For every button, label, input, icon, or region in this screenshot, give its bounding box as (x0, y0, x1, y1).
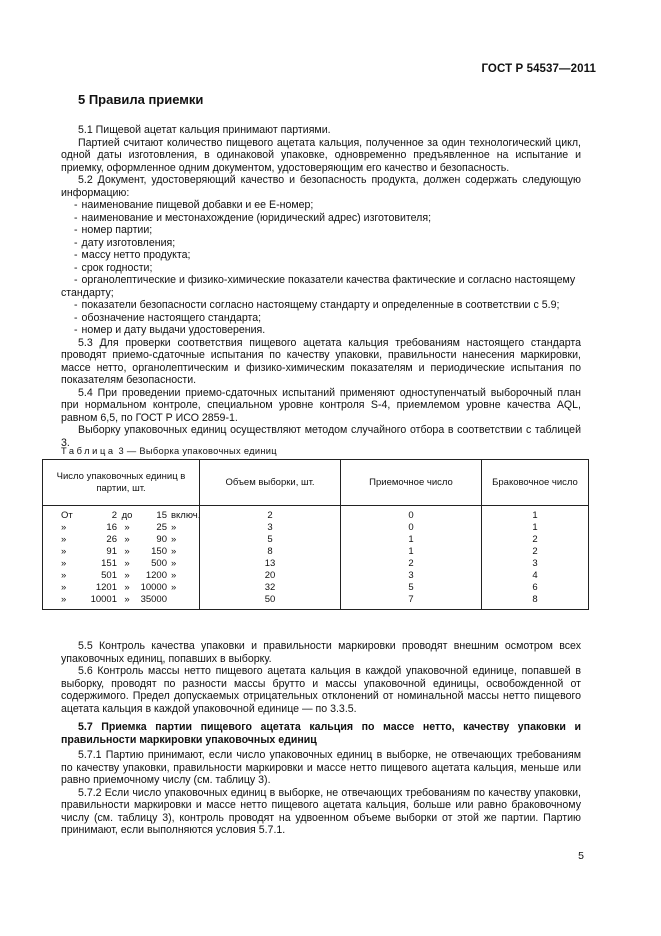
cell-batch-range: » 10001 » 35000 (43, 594, 200, 610)
section-title: 5 Правила приемки (78, 92, 204, 107)
table-row (43, 546, 589, 558)
list-item: - номер и дату выдачи удостоверения. (74, 324, 266, 336)
paragraph-5-7-1: 5.7.1 Партию принимают, если число упаковочных единиц в выборке, не отвечающих требованиям по качеству упаковки, правильности маркировки и массе нетто пищевого ацетата кальция, меньше или равно приемочному числу (см. таблицу 3). (61, 749, 581, 786)
paragraph-5-1: 5.1 Пищевой ацетат кальция принимают партиями. (78, 124, 331, 136)
cell-batch-range: От 2 до 15 включ. (43, 506, 200, 523)
paragraph-5-6: 5.6 Контроль массы нетто пищевого ацетата кальция в каждой упаковочной единице, попавшей в выборку, проводят по разности массы брутто и массы упаковочной единицы, освобожденной от содержимого. Предел допускаемых отрицательных отклонений от номинальной массы нетто пищевого ацетата кальция в каждой упаковочной единице — по 3.3.5. (61, 665, 581, 715)
cell-batch-range: » 1201 » 10000 » (43, 582, 200, 594)
paragraph-5-7-2: 5.7.2 Если число упаковочных единиц в выборке, не отвечающих требованиям по качеству упаковки, правильности маркировки и массе нетто пищевого ацетата кальция, больше или равно браковочному числу (см. таблицу 3), контроль проводят на удвоенном объеме выборки от этой же партии. Партию принимают, если выполняются условия 5.7.1. (61, 786, 581, 836)
list-item: - обозначение настоящего стандарта; (74, 311, 262, 324)
document-contents-list (61, 199, 581, 337)
cell-acceptance-number: 5 (341, 582, 482, 594)
cell-acceptance-number: 7 (341, 594, 482, 610)
cell-acceptance-number: 0 (341, 522, 482, 534)
col-header-acceptance-number: Приемочное число (341, 460, 482, 506)
cell-rejection-number: 8 (482, 594, 589, 610)
table-row (43, 582, 589, 594)
list-item: - дату изготовления; (74, 236, 176, 249)
cell-rejection-number: 2 (482, 534, 589, 546)
page-number: 5 (578, 850, 584, 862)
cell-batch-range: » 151 » 500 » (43, 558, 200, 570)
cell-acceptance-number: 2 (341, 558, 482, 570)
cell-batch-range: » 91 » 150 » (43, 546, 200, 558)
cell-sample-size: 20 (200, 570, 341, 582)
cell-rejection-number: 6 (482, 582, 589, 594)
paragraph-5-1-batch: Партией считают количество пищевого ацетата кальция, полученное за один технологический цикл, одной даты изготовления, в одинаковой упаковке, одновременно предъявленное на испытание и приемку, оформленное одним документом, удостоверяющим его качество и безопасность. (61, 136, 581, 174)
cell-sample-size: 32 (200, 582, 341, 594)
table-3-caption: Таблица 3 — Выборка упаковочных единиц (61, 446, 277, 456)
cell-batch-range: » 16 » 25 » (43, 522, 200, 534)
list-item: - номер партии; (74, 224, 153, 236)
standard-code: ГОСТ Р 54537—2011 (481, 63, 596, 75)
cell-rejection-number: 1 (482, 506, 589, 523)
paragraph-5-2: 5.2 Документ, удостоверяющий качество и безопасность продукта, должен содержать следующую информацию: (61, 174, 581, 199)
cell-acceptance-number: 1 (341, 546, 482, 558)
list-item: - наименование пищевой добавки и ее Е-номер; (74, 199, 314, 211)
cell-rejection-number: 4 (482, 570, 589, 582)
cell-batch-range: » 26 » 90 » (43, 534, 200, 546)
cell-sample-size: 50 (200, 594, 341, 610)
cell-rejection-number: 2 (482, 546, 589, 558)
list-item: - срок годности; (74, 261, 153, 274)
table-row (43, 558, 589, 570)
cell-acceptance-number: 3 (341, 570, 482, 582)
table-3-sampling (42, 459, 589, 610)
table-row (43, 522, 589, 534)
cell-batch-range: » 501 » 1200 » (43, 570, 200, 582)
col-header-rejection-number: Браковочное число (482, 460, 589, 506)
cell-rejection-number: 1 (482, 522, 589, 534)
section-body-top (61, 124, 581, 449)
cell-sample-size: 8 (200, 546, 341, 558)
table-row (43, 534, 589, 546)
cell-acceptance-number: 1 (341, 534, 482, 546)
cell-rejection-number: 3 (482, 558, 589, 570)
cell-sample-size: 2 (200, 506, 341, 523)
table-row (43, 594, 589, 610)
list-item: - органолептические и физико-химические показатели качества фактические и согласно настоящему стандарту; (61, 274, 576, 299)
cell-acceptance-number: 0 (341, 506, 482, 523)
paragraph-5-5: 5.5 Контроль качества упаковки и правильности маркировки проводят внешним осмотром всех упаковочных единиц, попавших в выборку. (61, 640, 581, 665)
section-body-bottom (61, 640, 581, 837)
list-item: - наименование и местонахождение (юридический адрес) изготовителя; (74, 211, 432, 224)
table-row (43, 570, 589, 582)
col-header-batch-size: Число упаковочных единиц в партии, шт. (43, 460, 200, 506)
col-header-sample-size: Объем выборки, шт. (200, 460, 341, 506)
table-row (43, 506, 589, 523)
cell-sample-size: 5 (200, 534, 341, 546)
paragraph-5-4-selection: Выборку упаковочных единиц осуществляют методом случайного отбора в соответствии с таблицей 3. (61, 424, 581, 449)
list-item: - показатели безопасности согласно настоящему стандарту и определенные в соответствии с 5.9; (74, 299, 560, 311)
list-item: - массу нетто продукта; (74, 249, 191, 261)
cell-sample-size: 3 (200, 522, 341, 534)
subsection-5-7-title: 5.7 Приемка партии пищевого ацетата кальция по массе нетто, качеству упаковки и правильности маркировки упаковочных единиц (61, 721, 581, 746)
paragraph-5-4: 5.4 При проведении приемо-сдаточных испытаний применяют одноступенчатый выборочный план при нормальном контроле, специальном уровне контроля S-4, приемлемом уровне качества AQL, равном 6,5, по ГОСТ Р ИСО 2859-1. (61, 386, 581, 424)
cell-sample-size: 13 (200, 558, 341, 570)
paragraph-5-3: 5.3 Для проверки соответствия пищевого ацетата кальция требованиям настоящего стандарта проводят приемо-сдаточные испытания по качеству упаковки, правильности нанесения маркировки, массе нетто, органолептическим и физико-химическим показателям и периодические испытания по показателям безопасности. (61, 336, 581, 386)
